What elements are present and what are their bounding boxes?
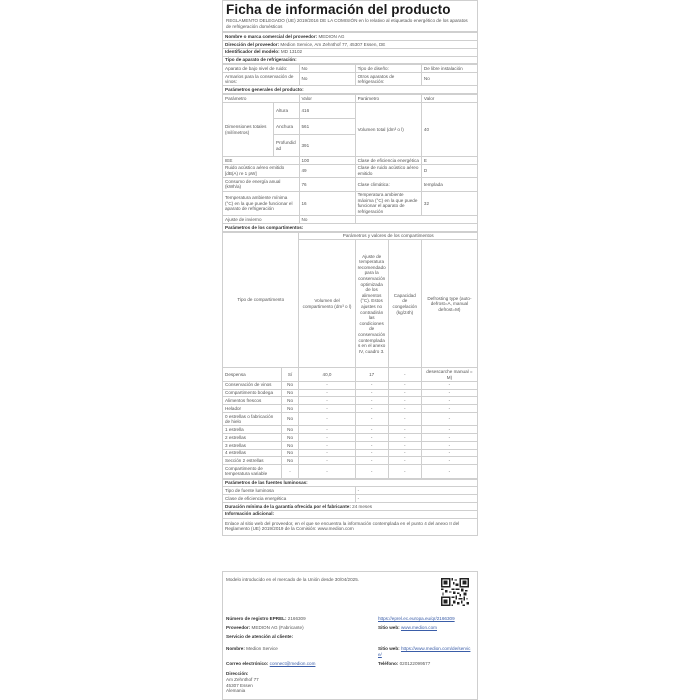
col-value-header-2: Valor xyxy=(421,95,477,103)
supplier-name-label: Nombre o marca comercial del proveedor: xyxy=(225,33,318,39)
compartment-temp: - xyxy=(355,381,388,389)
compartment-row xyxy=(223,368,478,381)
light-class-label: Clase de eficiencia energética xyxy=(223,495,356,503)
compartment-defrost: - xyxy=(421,381,477,389)
service-website-link[interactable]: https://www.medion.com/de/service/ xyxy=(378,646,471,657)
compartment-row xyxy=(223,465,478,478)
address-line-1: Am Zehnthof 77 xyxy=(226,676,259,682)
compartment-defrost: - xyxy=(421,405,477,413)
eei-label: IEE xyxy=(223,157,300,165)
compartment-defrost: - xyxy=(421,449,477,457)
email-row xyxy=(226,661,315,667)
compartment-freeze: - xyxy=(388,457,421,465)
compartment-defrost: - xyxy=(421,465,477,478)
website-row xyxy=(378,625,437,631)
eei-value: 100 xyxy=(299,157,355,165)
phone-label: Teléfono: xyxy=(378,661,399,666)
compartment-volume: - xyxy=(299,397,355,405)
compartment-name: Sección 2 estrellas xyxy=(223,457,282,465)
product-information-sheet xyxy=(222,0,478,536)
general-params-table xyxy=(222,94,478,231)
min-temp-value: 16 xyxy=(299,191,355,216)
compartment-defrost: - xyxy=(421,397,477,405)
wine-storage-value: No xyxy=(299,73,355,86)
design-type-value: De libre instalación xyxy=(421,65,477,73)
light-type-label: Tipo de fuente luminosa xyxy=(223,487,356,495)
col-temp-header: Ajuste de temperatura recomendado para la conservación optimizada de los alimentos (°C). Estos ajustes no contradirán las condiciones de conservación contempladas en el anexo IV, cuadro 3. xyxy=(355,240,388,368)
compartment-name: 1 estrella xyxy=(223,426,282,434)
compartment-row xyxy=(223,457,478,465)
compartment-name: 4 estrellas xyxy=(223,449,282,457)
empty-cell xyxy=(355,216,477,224)
noise-value: 49 xyxy=(299,164,355,177)
compartment-present: No xyxy=(281,434,299,442)
compartment-present: No xyxy=(281,389,299,397)
compartment-defrost: - xyxy=(421,389,477,397)
compartment-row xyxy=(223,405,478,413)
noise-class-label: Clase de ruido acústico aéreo emitido xyxy=(355,164,421,177)
total-volume-value: 40 xyxy=(421,103,477,157)
warranty-value: 24 meses xyxy=(352,503,373,509)
warranty-row xyxy=(223,502,478,510)
page-title: Ficha de información del producto xyxy=(222,0,478,17)
winter-value: No xyxy=(299,216,355,224)
col-param-header-2: Parámetro xyxy=(355,95,421,103)
compartment-row xyxy=(223,389,478,397)
compartment-row xyxy=(223,381,478,389)
compartment-freeze: - xyxy=(388,405,421,413)
table-row xyxy=(223,164,478,177)
compartment-temp: - xyxy=(355,457,388,465)
address-line-3: Alemania xyxy=(226,688,246,694)
compartment-name: Compartimento de temperatura variable xyxy=(223,465,282,478)
compartment-volume: - xyxy=(299,457,355,465)
market-intro-text: Modelo introducido en el mercado de la Unión desde 30/04/2025. xyxy=(226,577,360,582)
height-value: 416 xyxy=(299,103,355,119)
col-freeze-header: Capacidad de congelación (kg/24h) xyxy=(388,240,421,368)
compartment-temp: - xyxy=(355,405,388,413)
service-name-label: Nombre: xyxy=(226,646,245,651)
compartment-freeze: - xyxy=(388,397,421,405)
col-value-header: Valor xyxy=(299,95,355,103)
energy-class-value: E xyxy=(421,157,477,165)
compartment-temp: - xyxy=(355,449,388,457)
compartment-volume: - xyxy=(299,405,355,413)
compartment-freeze: - xyxy=(388,381,421,389)
eprel-link[interactable]: https://eprel.ec.europa.eu/qr/2166309 xyxy=(378,616,455,621)
wine-storage-label: Armarios para la conservación de vinos: xyxy=(223,73,300,86)
model-value: MD 13102 xyxy=(280,49,303,55)
compartment-volume: - xyxy=(299,465,355,478)
compartment-name: 2 estrellas xyxy=(223,434,282,442)
service-name-row xyxy=(226,646,278,652)
address-block xyxy=(226,671,259,694)
compartment-temp: - xyxy=(355,389,388,397)
table-row xyxy=(223,157,478,165)
winter-label: Ajuste de invierno xyxy=(223,216,300,224)
address-label: Dirección: xyxy=(226,671,249,676)
compartment-defrost: - xyxy=(421,457,477,465)
qr-code-icon[interactable] xyxy=(441,578,469,606)
eprel-value: 2166309 xyxy=(287,616,306,621)
light-header: Parámetros de las fuentes luminosas: xyxy=(223,479,478,487)
compartment-freeze: - xyxy=(388,426,421,434)
compartment-row xyxy=(223,441,478,449)
compartment-volume: - xyxy=(299,412,355,425)
compartment-defrost: - xyxy=(421,434,477,442)
compartment-volume: - xyxy=(299,434,355,442)
low-noise-label: Aparato de bajo nivel de ruido: xyxy=(223,65,300,73)
max-temp-value: 32 xyxy=(421,191,477,216)
compartment-freeze: - xyxy=(388,434,421,442)
compartment-row xyxy=(223,412,478,425)
width-label: Anchura xyxy=(274,119,300,135)
compartment-volume: - xyxy=(299,426,355,434)
customer-service-header: Servicio de atención al cliente: xyxy=(226,634,294,639)
provider-label: Proveedor: xyxy=(226,625,251,630)
website-link[interactable]: www.medion.com xyxy=(400,625,437,630)
provider-value: MEDION AG (Fabricante) xyxy=(251,625,304,630)
table-row xyxy=(223,73,478,86)
supplier-name-row xyxy=(223,33,478,41)
appliance-type-header: Tipo de aparato de refrigeración: xyxy=(223,56,478,64)
compartment-volume: - xyxy=(299,381,355,389)
website-label: Sitio web: xyxy=(378,625,400,630)
compartment-defrost: - xyxy=(421,412,477,425)
supplier-address-row xyxy=(223,40,478,48)
general-params-header: Parámetros generales del producto: xyxy=(223,86,478,94)
climate-class-value: templada xyxy=(421,178,477,191)
compartment-temp: - xyxy=(355,434,388,442)
supplier-name-value: MEDION AG xyxy=(318,33,345,39)
energy-class-label: Clase de eficiencia energética xyxy=(355,157,421,165)
compartment-present: No xyxy=(281,457,299,465)
other-appliance-value: No xyxy=(421,73,477,86)
compartment-volume: - xyxy=(299,441,355,449)
annual-energy-value: 76 xyxy=(299,178,355,191)
regulation-text: REGLAMENTO DELEGADO (UE) 2019/2016 DE LA COMISIÓN en lo relativo al etiquetado energético de los aparatos de refrigeración domésticos xyxy=(226,18,468,29)
appliance-type-table xyxy=(222,64,478,94)
address-line-2: 45307 Essen xyxy=(226,682,253,688)
compartment-volume: 40,0 xyxy=(299,368,355,381)
total-volume-label: Volumen total (dm³ o l) xyxy=(355,103,421,157)
compartment-row xyxy=(223,426,478,434)
annual-energy-label: Consumo de energía anual (kWh/a) xyxy=(223,178,300,191)
light-class-value: - xyxy=(355,495,477,503)
service-website-label: Sitio web: xyxy=(378,646,400,651)
compartment-name: Despensa xyxy=(223,368,282,381)
width-value: 561 xyxy=(299,119,355,135)
eprel-label: Número de registro EPREL: xyxy=(226,616,287,621)
compartment-freeze: - xyxy=(388,465,421,478)
light-type-value: - xyxy=(355,487,477,495)
compartment-type-header: Tipo de compartimento xyxy=(223,232,299,368)
compartment-present: - xyxy=(281,465,299,478)
compartment-temp: - xyxy=(355,441,388,449)
compartment-freeze: - xyxy=(388,441,421,449)
eprel-registration xyxy=(226,616,306,622)
compartment-present: No xyxy=(281,449,299,457)
compartments-table xyxy=(222,232,478,479)
design-type-label: Tipo de diseño: xyxy=(355,65,421,73)
light-table xyxy=(222,479,478,536)
low-noise-value: No xyxy=(299,65,355,73)
phone-row xyxy=(378,661,430,667)
email-link[interactable]: connect@medion.com xyxy=(269,661,316,666)
other-appliance-label: Otros aparatos de refrigeración: xyxy=(355,73,421,86)
noise-class-value: D xyxy=(421,164,477,177)
height-label: Altura xyxy=(274,103,300,119)
col-defrost-header: Defrosting type (auto-defrost=A, manual defrost=M) xyxy=(421,240,477,368)
compartment-present: Sí xyxy=(281,368,299,381)
compartment-row xyxy=(223,449,478,457)
supplier-address-value: Medion Service, Am Zehnthof 77, 45307 Essen, DE xyxy=(280,41,386,47)
compartment-present: No xyxy=(281,426,299,434)
table-row xyxy=(223,178,478,191)
additional-info-text: Enlace al sitio web del proveedor, en el que se encuentra la información contemplada en el punto 4 del anexo II del Reglamento (UE) 2019/2019 de la Comisión: www.medion.com xyxy=(223,518,478,535)
max-temp-label: Temperatura ambiente máxima (°C) en la que puede funcionar el aparato de refrigeración xyxy=(355,191,421,216)
supplier-address-label: Dirección del proveedor: xyxy=(225,41,280,47)
compartment-present: No xyxy=(281,412,299,425)
climate-class-label: Clase climática: xyxy=(355,178,421,191)
compartment-params-header: Parámetros y valores de los compartimentos xyxy=(299,232,478,240)
compartment-row xyxy=(223,397,478,405)
compartment-name: Conservación de vinos xyxy=(223,381,282,389)
model-row xyxy=(223,48,478,56)
min-temp-label: Temperatura ambiente mínima (°C) en la que puede funcionar el aparato de refrigeración xyxy=(223,191,300,216)
dimensions-label: Dimensiones totales (milímetros) xyxy=(223,103,274,157)
noise-label: Ruido acústico aéreo emitido [dB(A) re 1 pW] xyxy=(223,164,300,177)
compartments-header: Parámetros de los compartimentos: xyxy=(223,223,478,231)
compartment-freeze: - xyxy=(388,389,421,397)
compartment-present: No xyxy=(281,397,299,405)
supplier-table xyxy=(222,32,478,64)
compartment-defrost: - xyxy=(421,441,477,449)
compartment-present: No xyxy=(281,381,299,389)
compartment-freeze: - xyxy=(388,412,421,425)
compartment-name: Compartimento bodega xyxy=(223,389,282,397)
eprel-footer xyxy=(222,571,478,700)
compartment-freeze: - xyxy=(388,449,421,457)
compartment-name: Alimentos frescos xyxy=(223,397,282,405)
compartment-temp: - xyxy=(355,397,388,405)
compartment-name: 3 estrellas xyxy=(223,441,282,449)
col-volume-header: Volumen del compartimento (dm³ o l) xyxy=(299,240,355,368)
table-row xyxy=(223,191,478,216)
model-label: Identificador del modelo: xyxy=(225,49,280,55)
additional-info-header: Información adicional: xyxy=(223,510,478,518)
compartment-temp: - xyxy=(355,465,388,478)
service-name-value: Medion Service xyxy=(246,646,278,651)
compartment-present: No xyxy=(281,405,299,413)
depth-value: 391 xyxy=(299,135,355,157)
compartment-row xyxy=(223,434,478,442)
compartment-name: 0 estrellas o fabricación de hielo xyxy=(223,412,282,425)
provider-row xyxy=(226,625,304,631)
compartment-freeze: - xyxy=(388,368,421,381)
col-param-header: Parámetro xyxy=(223,95,300,103)
compartment-defrost: desescarche manual = M) xyxy=(421,368,477,381)
compartment-defrost: - xyxy=(421,426,477,434)
phone-value: 020122099577 xyxy=(399,661,431,666)
compartment-volume: - xyxy=(299,449,355,457)
compartment-name: Helador xyxy=(223,405,282,413)
compartment-temp: - xyxy=(355,426,388,434)
compartment-present: No xyxy=(281,441,299,449)
service-website-row xyxy=(378,646,474,658)
warranty-label: Duración mínima de la garantía ofrecida por el fabricante: xyxy=(225,503,351,509)
email-label: Correo electrónico: xyxy=(226,661,269,666)
compartment-volume: - xyxy=(299,389,355,397)
table-row xyxy=(223,65,478,73)
compartment-temp: 17 xyxy=(355,368,388,381)
compartment-temp: - xyxy=(355,412,388,425)
depth-label: Profundidad xyxy=(274,135,300,157)
